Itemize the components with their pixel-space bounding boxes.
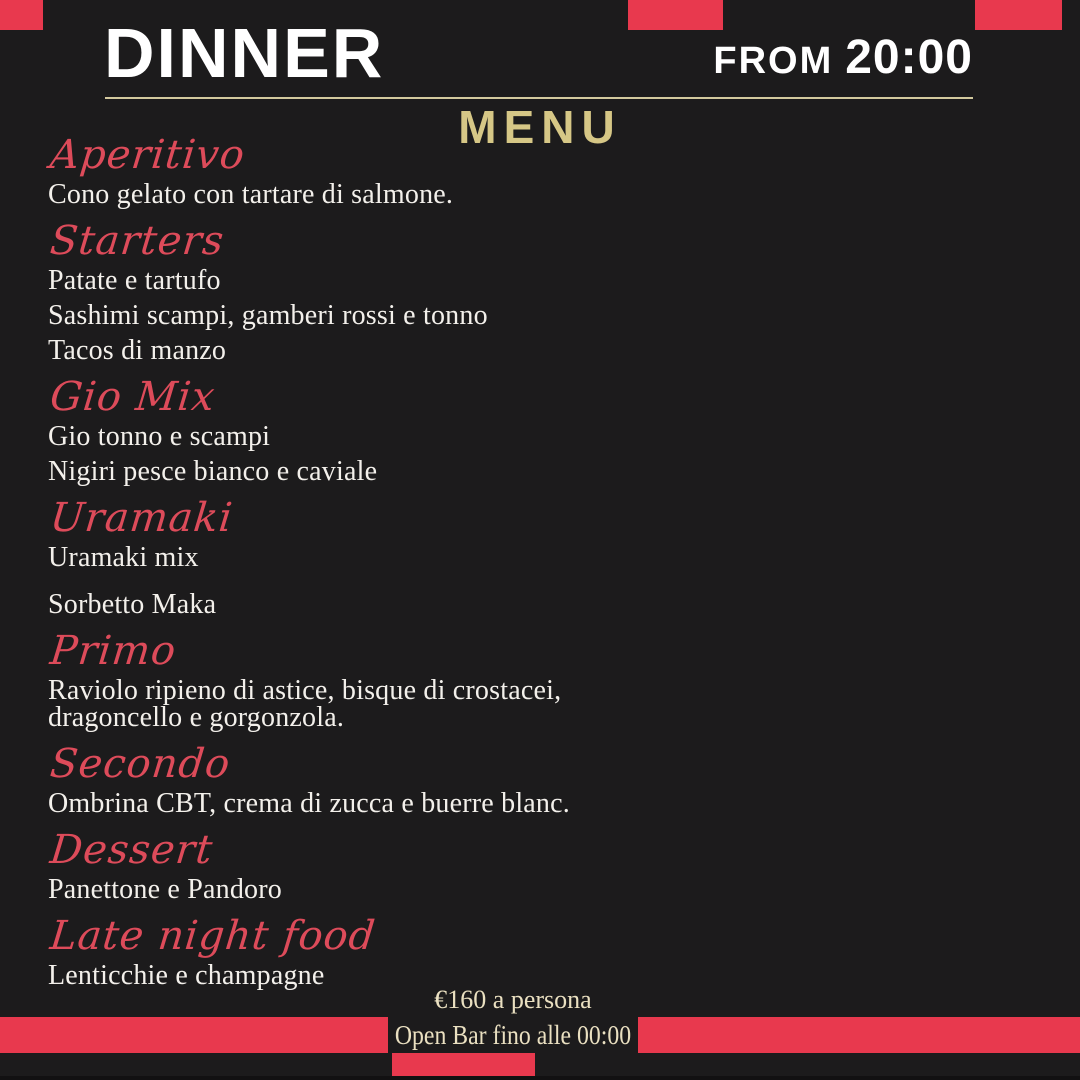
menu-item: Raviolo ripieno di astice, bisque di crostacei, [48, 675, 562, 706]
from-label: FROM [713, 40, 834, 82]
menu-section [48, 742, 1008, 821]
menu-item: Sashimi scampi, gamberi rossi e tonno [48, 300, 488, 331]
menu-item: Uramaki mix [48, 542, 199, 573]
menu-section [48, 914, 1008, 993]
menu-section [48, 828, 1008, 907]
menu-sections [48, 126, 1008, 993]
menu-item: Cono gelato con tartare di salmone. [48, 179, 454, 210]
menu-heading: MENU [458, 101, 622, 153]
top-right-accent-block [975, 0, 1062, 30]
bottom-band-right [638, 1017, 1080, 1053]
page-title: DINNER [104, 14, 385, 92]
top-left-accent-block [0, 0, 43, 30]
serving-time [713, 31, 973, 84]
menu-section [48, 629, 1008, 735]
menu-item: Lenticchie e champagne [48, 960, 325, 991]
price-per-person: €160 a persona [434, 985, 592, 1014]
menu-item: Gio tonno e scampi [48, 421, 271, 452]
section-heading: Aperitivo [47, 132, 248, 178]
section-heading: Secondo [47, 741, 233, 787]
menu-item: Tacos di manzo [48, 335, 227, 366]
bottom-edge-strip [0, 1076, 1080, 1080]
menu-item: dragoncello e gorgonzola. [48, 702, 345, 733]
menu-item: Patate e tartufo [48, 265, 221, 296]
menu-section [48, 133, 1008, 212]
from-time: 20:00 [845, 31, 973, 84]
top-middle-accent-block [628, 0, 723, 30]
menu-item: Nigiri pesce bianco e caviale [48, 456, 378, 487]
section-heading: Gio Mix [47, 374, 218, 420]
bottom-band-left [0, 1017, 388, 1053]
section-heading: Starters [47, 218, 227, 264]
menu-item: Sorbetto Maka [48, 589, 217, 620]
section-heading: Late night food [47, 913, 378, 959]
menu-item: Ombrina CBT, crema di zucca e buerre blanc. [48, 788, 570, 819]
menu-section [48, 219, 1008, 368]
section-heading: Dessert [47, 827, 216, 873]
menu-item: Panettone e Pandoro [48, 874, 282, 905]
menu-section [48, 496, 1008, 622]
open-bar-note: Open Bar fino alle 00:00 [394, 1020, 632, 1050]
section-heading: Uramaki [47, 495, 236, 541]
header-divider-line [105, 97, 973, 99]
menu-section [48, 375, 1008, 489]
section-heading: Primo [47, 628, 179, 674]
